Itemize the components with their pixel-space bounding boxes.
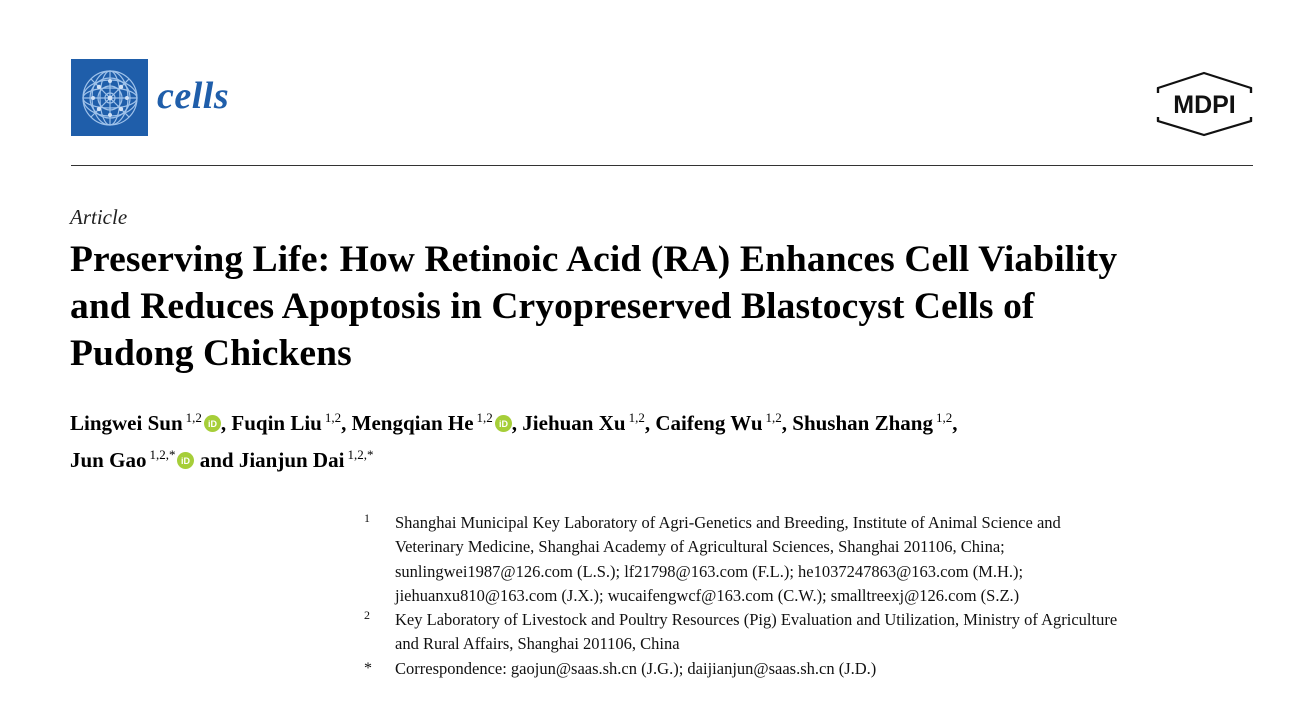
affiliation-sup: 1,2: [185, 410, 202, 425]
author-name[interactable]: Jianjun Dai: [238, 448, 345, 472]
title-line: Preserving Life: How Retinoic Acid (RA) Enhances Cell Viability: [70, 239, 1118, 280]
author: [70, 411, 221, 435]
affiliation-sup: 1,2: [935, 410, 953, 425]
affiliation-text: Veterinary Medicine, Shanghai Academy of Agricultural Sciences, Shanghai 201106, China;: [395, 537, 1005, 557]
affiliation-item: [362, 511, 1262, 608]
author-separator: ,: [341, 411, 352, 435]
author-separator: ,: [220, 411, 232, 435]
correspondence-text: Correspondence: gaojun@saas.sh.cn (J.G.); daijianjun@saas.sh.cn (J.D.): [395, 658, 877, 678]
affiliation-emails: jiehuanxu810@163.com (J.X.); wucaifengwcf@163.com (C.W.); smalltreexj@126.com (S.Z.): [395, 585, 1020, 605]
affiliation-item: [362, 608, 1262, 657]
affiliation-text: Shanghai Municipal Key Laboratory of Agri-Genetics and Breeding, Institute of Animal Science and: [395, 513, 1061, 532]
author-separator: ,: [644, 411, 656, 435]
header-divider: [71, 165, 1253, 166]
svg-text:iD: iD: [181, 456, 191, 466]
affiliation-sup: 1,2: [476, 410, 493, 425]
orcid-icon[interactable]: [204, 415, 221, 432]
affiliation-sup: 1,2,*: [347, 447, 374, 462]
author: [70, 448, 194, 472]
author: [655, 411, 781, 435]
author: [231, 411, 341, 435]
mdpi-hexagon-logo: [1153, 71, 1256, 137]
affiliation-text: and Rural Affairs, Shanghai 201106, China: [395, 634, 680, 654]
affiliation-text: Key Laboratory of Livestock and Poultry Resources (Pig) Evaluation and Utilization, Ministry of Agriculture: [395, 610, 1118, 630]
affiliations: [362, 511, 1262, 681]
author-name[interactable]: Shushan Zhang: [792, 411, 933, 435]
author-name[interactable]: Mengqian He: [351, 411, 474, 435]
correspondence-marker: *: [364, 659, 372, 677]
publisher-logo[interactable]: [1153, 71, 1256, 137]
author-line: [70, 439, 1270, 476]
svg-text:iD: iD: [498, 419, 508, 429]
author-name[interactable]: Jun Gao: [70, 448, 147, 472]
title-line: and Reduces Apoptosis in Cryopreserved Blastocyst Cells of: [70, 286, 1035, 327]
author-name[interactable]: Fuqin Liu: [231, 411, 322, 435]
author: [792, 411, 952, 435]
author-line: [70, 402, 1270, 439]
article-title: [70, 236, 1270, 377]
title-line: Pudong Chickens: [70, 333, 352, 374]
journal-logo[interactable]: [71, 59, 148, 136]
affiliation-marker: 1: [364, 511, 370, 525]
correspondence-item: [362, 657, 1262, 681]
orcid-icon[interactable]: [177, 452, 194, 469]
affiliation-marker: 2: [364, 608, 370, 623]
journal-name[interactable]: cells: [157, 75, 230, 117]
author-separator: ,: [952, 411, 958, 435]
author: [352, 411, 512, 435]
svg-text:iD: iD: [207, 419, 217, 429]
affiliation-sup: 1,2: [765, 410, 782, 425]
affiliation-sup: 1,2,*: [149, 447, 176, 462]
article-type: Article: [70, 205, 128, 229]
affiliation-sup: 1,2: [324, 410, 342, 425]
author-list: [70, 402, 1270, 476]
affiliation-emails: sunlingwei1987@126.com (L.S.); lf21798@163.com (F.L.); he1037247863@163.com (M.H.);: [395, 561, 1024, 581]
orcid-icon[interactable]: [495, 415, 512, 432]
author: [239, 448, 374, 472]
author: [522, 411, 645, 435]
publisher-name: MDPI: [1173, 91, 1236, 119]
author-name[interactable]: Lingwei Sun: [70, 411, 183, 435]
author-separator: and: [194, 448, 239, 472]
author-separator: ,: [511, 411, 523, 435]
author-name[interactable]: Jiehuan Xu: [522, 411, 626, 435]
author-separator: ,: [781, 411, 793, 435]
author-name[interactable]: Caifeng Wu: [655, 411, 763, 435]
affiliation-sup: 1,2: [628, 410, 645, 425]
cell-globe-icon: [79, 67, 141, 129]
